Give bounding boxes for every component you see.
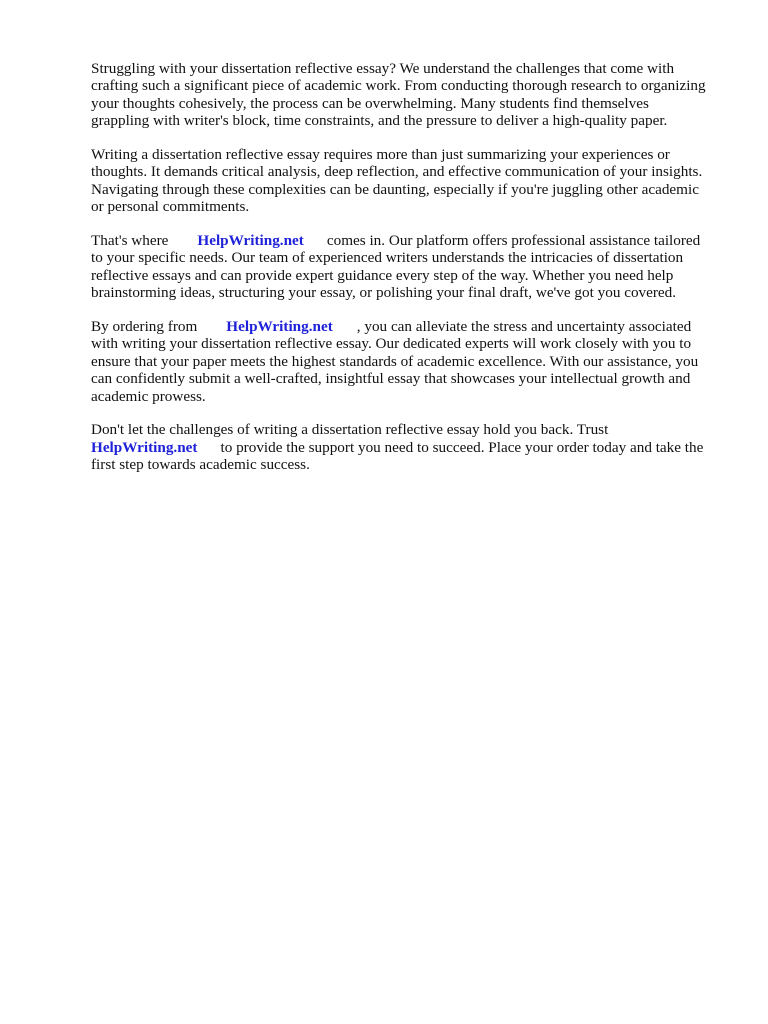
text-line: ensure that your paper meets the highest standards of academic excellence. With our assistance, you [91, 352, 699, 370]
text-line: academic prowess. [91, 387, 206, 405]
text-line: Struggling with your dissertation reflective essay? We understand the challenges that come with [91, 60, 675, 77]
text-line: or personal commitments. [91, 198, 250, 216]
text-line: brainstorming ideas, structuring your essay, or polishing your final draft, we've got you covered. [91, 284, 677, 302]
text-line: reflective essays and can provide expert guidance every step of the way. Whether you need help [91, 266, 674, 284]
document-body [91, 60, 731, 490]
helpwriting-link[interactable]: HelpWriting.net [226, 318, 333, 336]
text-line: thoughts. It demands critical analysis, deep reflection, and effective communication of your insights. [91, 163, 703, 181]
text-line-with-link [91, 439, 731, 456]
text-line: Writing a dissertation reflective essay requires more than just summarizing your experiences or [91, 146, 670, 164]
text-segment: That's where [91, 232, 169, 250]
helpwriting-link[interactable]: HelpWriting.net [91, 438, 198, 456]
text-line-with-link [91, 232, 731, 249]
text-line: first step towards academic success. [91, 456, 310, 474]
text-line: can confidently submit a well-crafted, insightful essay that showcases your intellectual growth and [91, 370, 691, 388]
text-segment: comes in. Our platform offers professional assistance tailored [326, 232, 701, 250]
paragraph-2 [91, 146, 731, 216]
text-line: Don't let the challenges of writing a dissertation reflective essay hold you back. Trust [91, 421, 609, 439]
text-segment: By ordering from [91, 318, 198, 336]
paragraph-4 [91, 318, 731, 405]
paragraph-1 [91, 60, 731, 130]
text-segment: to provide the support you need to succeed. Place your order today and take the [220, 438, 704, 456]
text-line: with writing your dissertation reflective essay. Our dedicated experts will work closely with you to [91, 335, 692, 353]
text-line: to your specific needs. Our team of experienced writers understands the intricacies of dissertation [91, 249, 684, 267]
paragraph-3 [91, 232, 731, 302]
text-line: grappling with writer's block, time constraints, and the pressure to deliver a high-quality paper. [91, 112, 668, 130]
text-line: Navigating through these complexities can be daunting, especially if you're juggling other academic [91, 180, 699, 198]
paragraph-5 [91, 421, 731, 473]
text-segment: , you can alleviate the stress and uncertainty associated [356, 318, 692, 336]
text-line: your thoughts cohesively, the process can be overwhelming. Many students find themselves [91, 94, 649, 112]
text-line-with-link [91, 318, 731, 335]
text-line: crafting such a significant piece of academic work. From conducting thorough research to organizing [91, 77, 706, 95]
helpwriting-link[interactable]: HelpWriting.net [197, 232, 304, 250]
